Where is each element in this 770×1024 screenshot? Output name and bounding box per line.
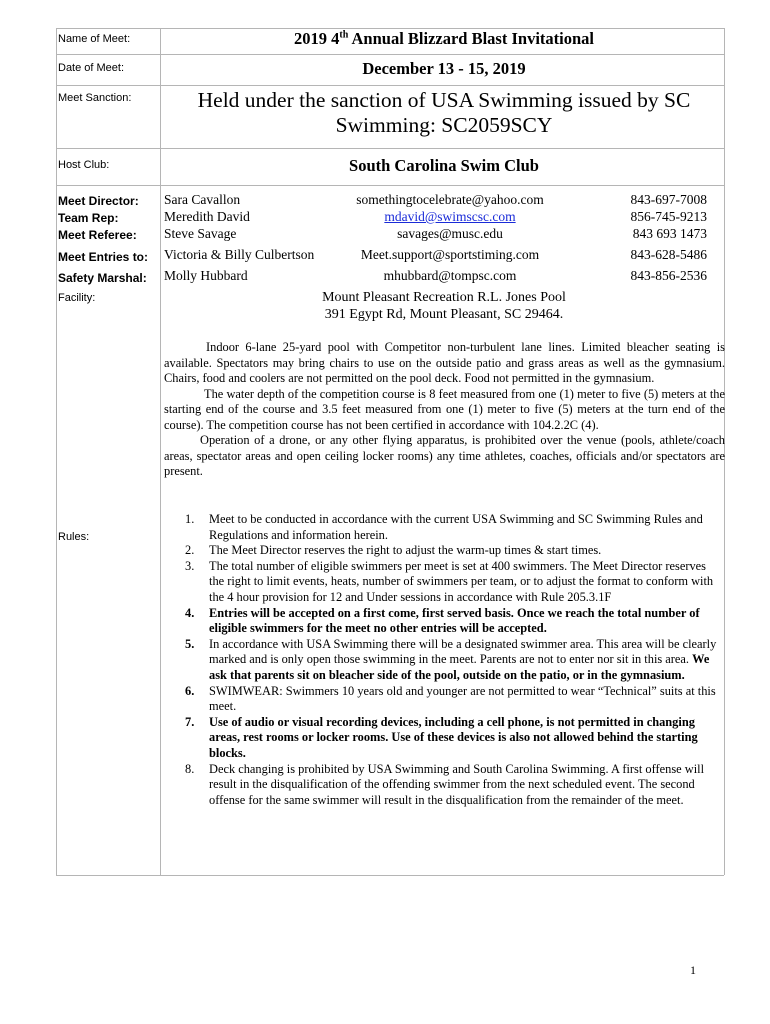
contact-phone: 843 693 1473 (632, 226, 707, 241)
rules-list (164, 512, 724, 808)
rule-number: 3. (185, 558, 195, 573)
email-link[interactable]: mdavid@swimscsc.com (384, 209, 516, 224)
contact-phone: 843-628-5486 (630, 247, 707, 262)
meet-name (164, 29, 724, 49)
date-label: Date of Meet: (58, 62, 125, 74)
meet-name-label: Name of Meet: (58, 33, 131, 45)
facility-paragraph: Indoor 6-lane 25-yard pool with Competitor non-turbulent lane lines. Limited bleacher seating is available. Spectators may bring chairs to use on the outside patio and grass areas as well as the gymnasium. Chairs, food and coolers are not permitted on the pool deck. Food not permitted in the gymnasium. (164, 340, 725, 385)
row-divider (56, 185, 724, 186)
contact-phone: 843-856-2536 (630, 268, 707, 283)
contact-email: savages@musc.edu (397, 226, 503, 241)
contact-phone: 856-745-9213 (630, 209, 707, 224)
row-divider (56, 54, 724, 55)
rule-item (164, 559, 724, 606)
facility-location (164, 289, 724, 323)
rule-number: 1. (185, 512, 195, 526)
row-divider (56, 85, 724, 86)
meet-name-suffix: Annual Blizzard Blast Invitational (348, 29, 594, 48)
rule-item (164, 606, 724, 637)
sanction-line-2: Swimming: SC2059SCY (335, 113, 553, 137)
rule-text: The total number of eligible swimmers per meet is set at 400 swimmers. The Meet Director reserves the right to limit events, heats, number of swimmers per team, or to adjust the format to conform with the 4 hour provision for 12 and Under sessions in accordance with Rule 205.3.1F (209, 558, 714, 604)
contact-phone: 843-697-7008 (630, 192, 707, 207)
contact-label-team-rep: Team Rep: (58, 211, 119, 225)
contact-email-link[interactable] (320, 209, 580, 225)
meet-name-prefix: 2019 4 (294, 29, 340, 48)
meet-name-superscript: th (339, 29, 349, 41)
rule-number: 4. (185, 605, 195, 620)
column-divider (160, 28, 161, 875)
contact-name: Victoria & Billy Culbertson (164, 247, 315, 262)
contact-name: Sara Cavallon (164, 192, 241, 207)
rule-text: The Meet Director reserves the right to adjust the warm-up times & start times. (209, 543, 602, 558)
host-club-label: Host Club: (58, 159, 110, 171)
rule-text: Deck changing is prohibited by USA Swimming and South Carolina Swimming. A first offense will result in the disqualification of the offending swimmer from the next scheduled event. The second offense for the same swimmer will result in the disqualification from the remainder of the meet. (209, 761, 705, 807)
facility-paragraph: The water depth of the competition course is 8 feet measured from one (1) meter to five (5) meters at the starting end of the course and 3.5 feet measured from one (1) meter to five (5) meters at the turn end of the course). The competition course has not been certified in accordance with 104.2.2C (4). (164, 386, 725, 432)
sanction-line-1: Held under the sanction of USA Swimming issued by SC (197, 88, 691, 112)
rule-text: Use of audio or visual recording devices, including a cell phone, is not permitted in changing areas, rest rooms or locker rooms. Use of these devices is also not allowed behind the starting blocks. (209, 714, 698, 760)
sanction-text (164, 88, 724, 138)
rule-item (164, 715, 724, 762)
contact-name: Meredith David (164, 209, 250, 224)
facility-address: 391 Egypt Rd, Mount Pleasant, SC 29464. (324, 307, 564, 322)
rule-number: 2. (185, 543, 195, 558)
contact-label-meet-entries: Meet Entries to: (58, 250, 149, 264)
rule-item (164, 512, 724, 543)
contact-email: mhubbard@tompsc.com (383, 268, 517, 283)
contact-label-meet-referee: Meet Referee: (58, 228, 137, 242)
contact-label-meet-director: Meet Director: (58, 194, 139, 208)
facility-description (164, 340, 725, 480)
table-border-left (56, 28, 57, 875)
row-divider (56, 148, 724, 149)
sanction-label: Meet Sanction: (58, 92, 132, 104)
facility-paragraph: Operation of a drone, or any other flying apparatus, is prohibited over the venue (pools, athlete/coach areas, spectator areas and open ceiling locker rooms) any time athletes, coaches, officials and/or spectators are present. (164, 433, 725, 478)
rule-item (164, 684, 724, 715)
host-club: South Carolina Swim Club (349, 156, 539, 175)
rule-number: 7. (185, 714, 195, 729)
facility-name: Mount Pleasant Recreation R.L. Jones Pool (322, 290, 566, 305)
rule-text: Meet to be conducted in accordance with the current USA Swimming and SC Swimming Rules and Regulations and information herein. (209, 512, 703, 542)
contact-name: Steve Savage (164, 226, 237, 241)
rule-item (164, 543, 724, 559)
contact-email: Meet.support@sportstiming.com (360, 247, 540, 262)
contact-name: Molly Hubbard (164, 268, 248, 283)
rule-item (164, 762, 724, 809)
page-number: 1 (690, 963, 696, 977)
rule-number: 8. (185, 761, 195, 776)
facility-label: Facility: (58, 292, 96, 304)
rule-number: 5. (185, 636, 195, 651)
contact-label-safety-marshal: Safety Marshal: (58, 271, 147, 285)
rule-number: 6. (185, 683, 195, 698)
table-border-bottom (56, 875, 724, 876)
rule-text: SWIMWEAR: Swimmers 10 years old and younger are not permitted to wear “Technical” suits at this meet. (209, 683, 716, 714)
rule-item (164, 637, 724, 684)
contact-email: somethingtocelebrate@yahoo.com (356, 192, 544, 207)
meet-date: December 13 - 15, 2019 (362, 59, 526, 78)
rule-text-emphasis: We ask that parents sit on bleacher side of the pool, outside on the patio, or in the gymnasium. (209, 652, 710, 682)
rules-label: Rules: (58, 531, 90, 543)
rule-text: Entries will be accepted on a first come, first served basis. Once we reach the total number of eligible swimmers for the meet no other entries will be accepted. (209, 605, 700, 636)
rule-text: In accordance with USA Swimming there will be a designated swimmer area. This area will be clearly marked and is only open those swimming in the meet. Parents are not to enter nor sit in this area. (209, 636, 717, 667)
